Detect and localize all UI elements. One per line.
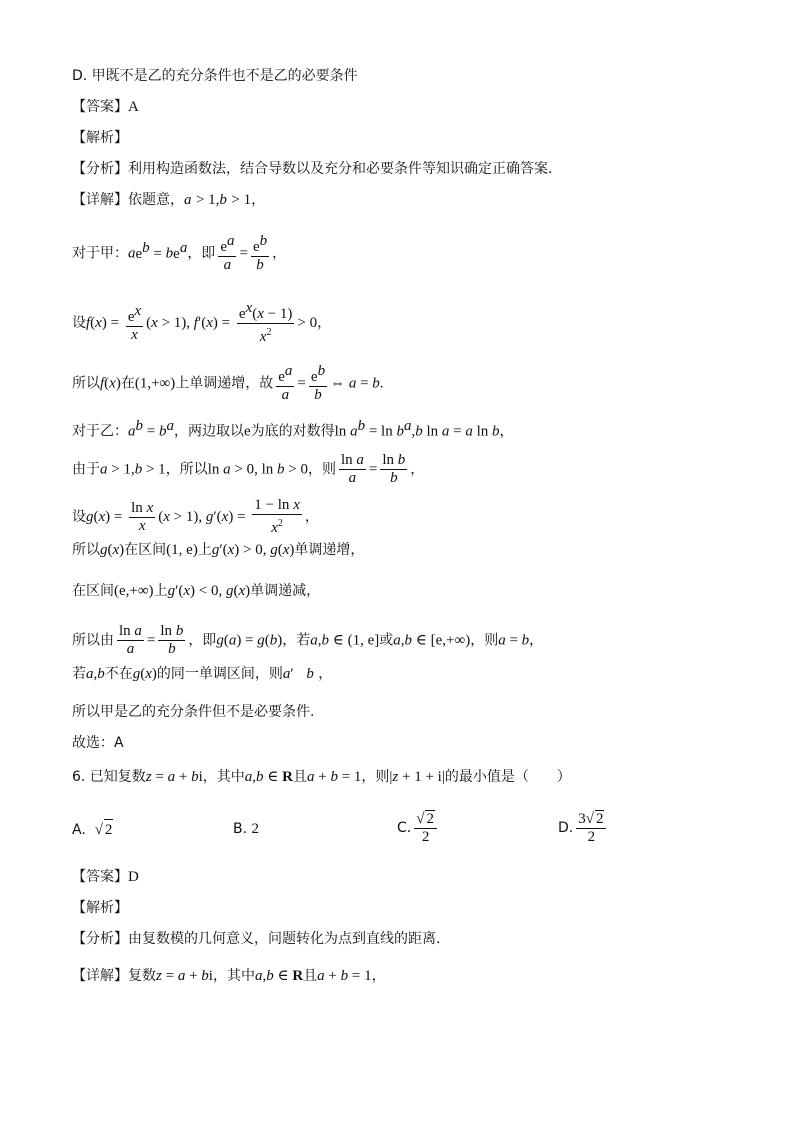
question-6: 6. 已知复数z = a + bi，其中a,b ∈ R且a + b = 1，则|z + 1 + i|的最小值是（ ） <box>72 769 571 785</box>
fenxi-line-2: 【分析】由复数模的几何意义，问题转化为点到直线的距离. <box>72 931 441 947</box>
suoyi-g-line: 所以g(x)在区间(1, e)上g′(x) > 0, g(x)单调递增， <box>72 542 365 558</box>
ruo-line: 若a,b不在g(x)的同一单调区间，则a′ b ， <box>72 666 333 682</box>
yi-line: 对于乙：$a^b = b^a$，两边取以e为底的对数得$\ln a^b = \ln b^a,b$ ln a = a ln b， <box>72 418 514 440</box>
option-c: C. $\frac{√ 2}{2}$ <box>397 810 440 846</box>
jia-line: 对于甲：$ae^b = be^a$，即 $\frac{e^a}{a}$ = $\frac{e^b}{b}$ ， <box>72 233 287 273</box>
suoyi-f-line: 所以f(x)在(1,+∞)上单调递增，故 $\frac{e^a}{a}$ = $\frac{e^b}{b}$ ⇔ a = b. <box>72 363 384 403</box>
xiangjie-line: 【详解】依题意，a > 1,b > 1， <box>72 192 266 208</box>
option-d: D. $\frac{3√ 2}{2}$ <box>558 810 609 846</box>
guxuan-line: 故选：A <box>72 735 124 751</box>
youyu-line: 由于a > 1,b > 1，所以ln a > 0, ln b > 0，则 $\frac{\text{ln a}}{a}$ = $\frac{\text{ln b}}{b}$ ， <box>72 452 425 486</box>
answer-line: 【答案】A <box>72 99 139 115</box>
zai-line: 在区间(e,+∞)上g′(x) < 0, g(x)单调递减， <box>72 583 321 599</box>
xiangjie-line-2: 【详解】复数z = a + bi，其中a,b ∈ R且a + b = 1， <box>72 968 386 984</box>
conclusion-line: 所以甲是乙的充分条件但不是必要条件. <box>72 704 315 720</box>
option-d-line: D. 甲既不是乙的充分条件也不是乙的必要条件 <box>72 68 358 84</box>
option-a: A. √ 2 <box>72 819 113 840</box>
she-g-line: 设g(x) = $\frac{\text{ln x}}{x}$ (x > 1), g′(x) = $\frac{\text{1 − ln x}}{x^2}$ ， <box>72 497 319 536</box>
suoyiyou-line: 所以由 $\frac{\text{ln a}}{a}$ = $\frac{\text{ln b}}{b}$ ，即g(a) = g(b)，若a,b ∈ (1, e]或a,b ∈ [e,+∞)，则a = b， <box>72 623 544 657</box>
fenxi-line: 【分析】利用构造函数法，结合导数以及充分和必要条件等知识确定正确答案. <box>72 161 553 177</box>
option-b: B. 2 <box>233 821 260 837</box>
answer-line-2: 【答案】D <box>72 869 139 885</box>
she-f-line: 设f(x) = $\frac{e^x}{x}$ (x > 1), f′(x) = $\frac{e^x(x - 1)}{x^2}$ > 0， <box>72 300 332 345</box>
analysis-heading-2: 【解析】 <box>72 900 128 916</box>
analysis-heading: 【解析】 <box>72 130 128 146</box>
